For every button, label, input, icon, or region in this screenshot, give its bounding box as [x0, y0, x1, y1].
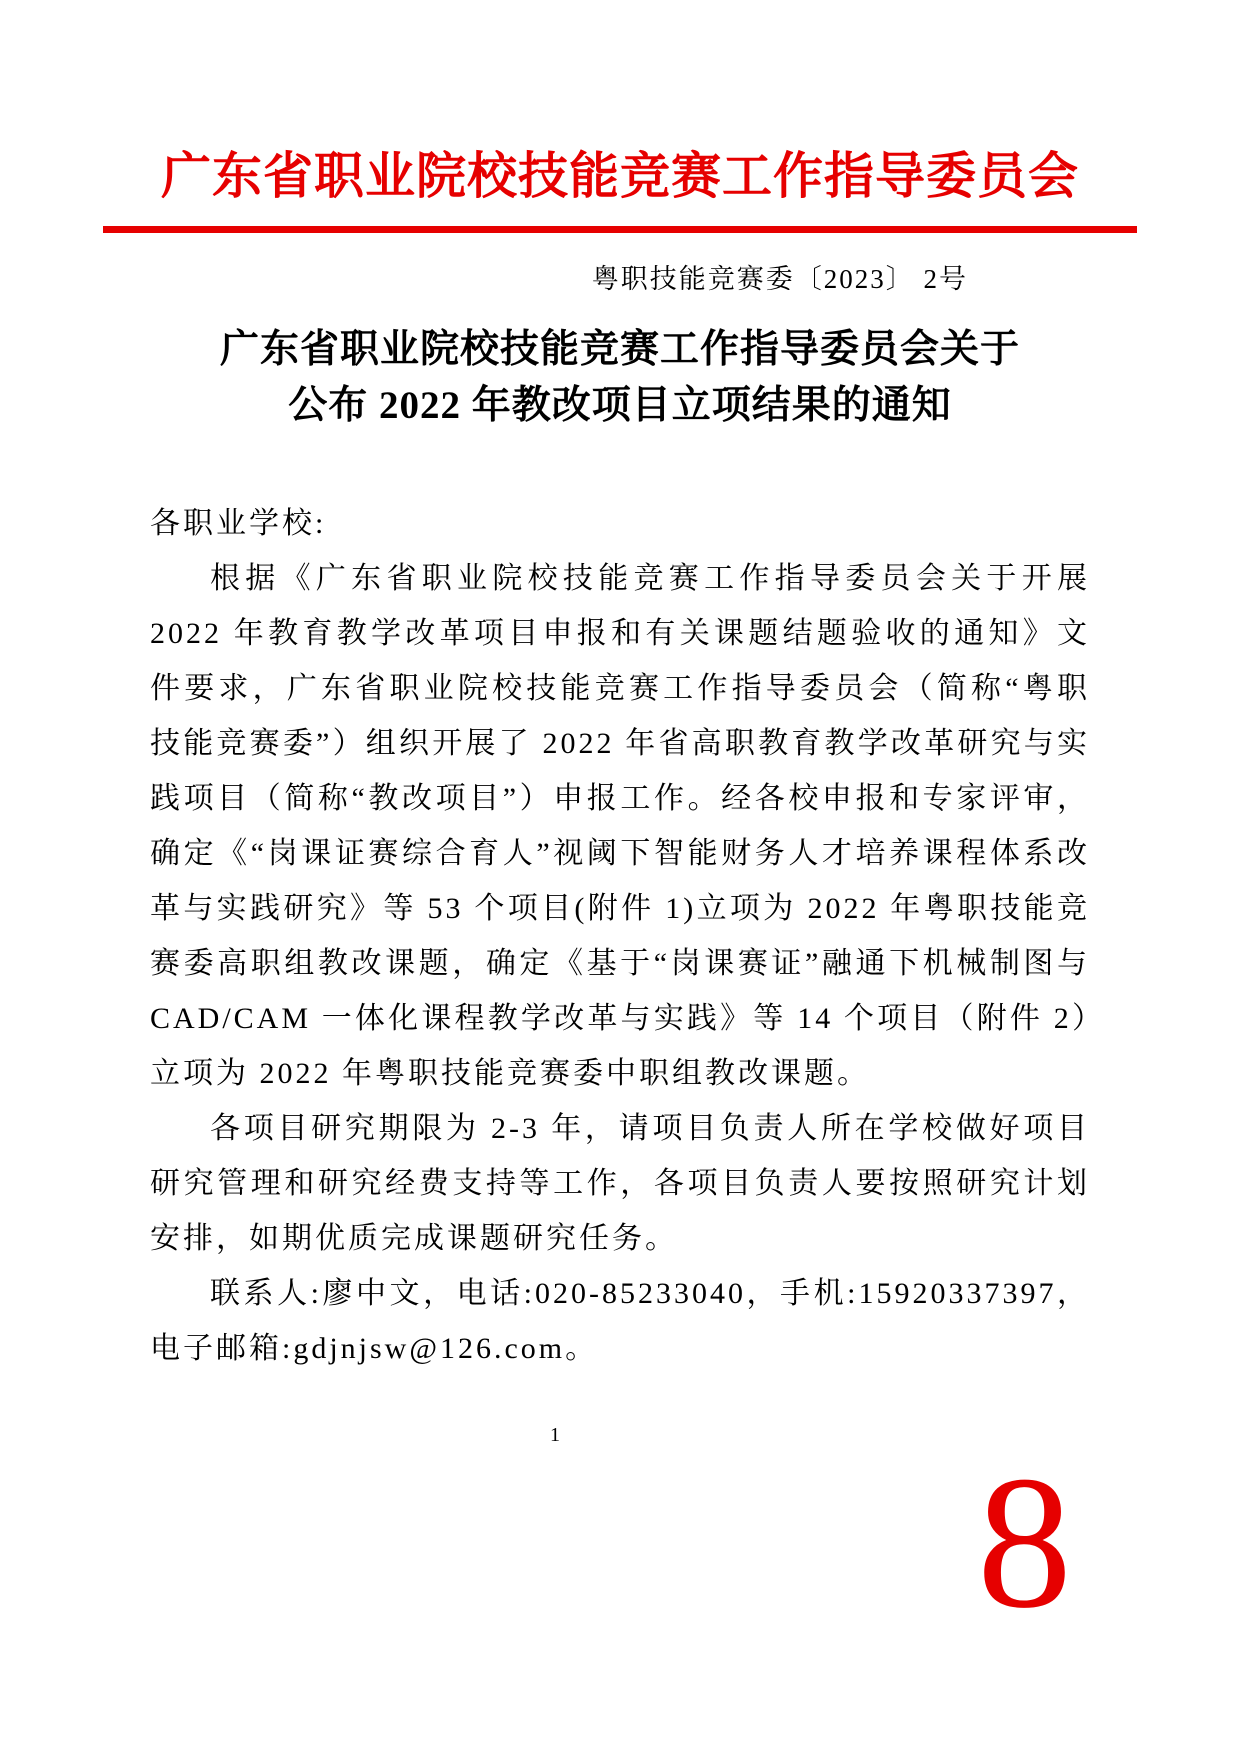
doc-number: 粤职技能竞赛委〔2023〕 2号: [591, 264, 968, 294]
document-body: [150, 496, 1090, 1376]
salutation: 各职业学校:: [150, 507, 327, 540]
corner-page-number: 8: [977, 1438, 1072, 1648]
paragraph-contact: 联系人:廖中文，电话:020-85233040，手机:15920337397，电子邮箱:gdjnjsw@126.com。: [150, 1277, 1090, 1365]
document-title: [0, 322, 1240, 434]
document-title-line1: 广东省职业院校技能竞赛工作指导委员会关于: [219, 328, 1020, 371]
header-org-title: 广东省职业院校技能竞赛工作指导委员会: [161, 148, 1079, 204]
paragraph-main: 根据《广东省职业院校技能竞赛工作指导委员会关于开展 2022 年教育教学改革项目申报和有关课题结题验收的通知》文件要求，广东省职业院校技能竞赛工作指导委员会（简称“粤职技能竞赛委”）组织开展了 2022 年省高职教育教学改革研究与实践项目（简称“教改项目”）申报工作。经各校申报和专家评审，确定《“岗课证赛综合育人”视阈下智能财务人才培养课程体系改革与实践研究》等 53 个项目(附件 1)立项为 2022 年粤职技能竞赛委高职组教改课题，确定《基于“岗课赛证”融通下机械制图与 CAD/CAM 一体化课程教学改革与实践》等 14 个项目（附件 2）立项为 2022 年粤职技能竞赛委中职组教改课题。: [150, 562, 1090, 1090]
page-number: 1: [550, 1424, 560, 1446]
paragraph-research-period: 各项目研究期限为 2-3 年，请项目负责人所在学校做好项目研究管理和研究经费支持等工作，各项目负责人要按照研究计划安排，如期优质完成课题研究任务。: [150, 1112, 1090, 1255]
document-title-line2: 公布 2022 年教改项目立项结果的通知: [288, 384, 952, 427]
header-red-rule: [103, 226, 1137, 233]
document-header: [0, 136, 1240, 296]
